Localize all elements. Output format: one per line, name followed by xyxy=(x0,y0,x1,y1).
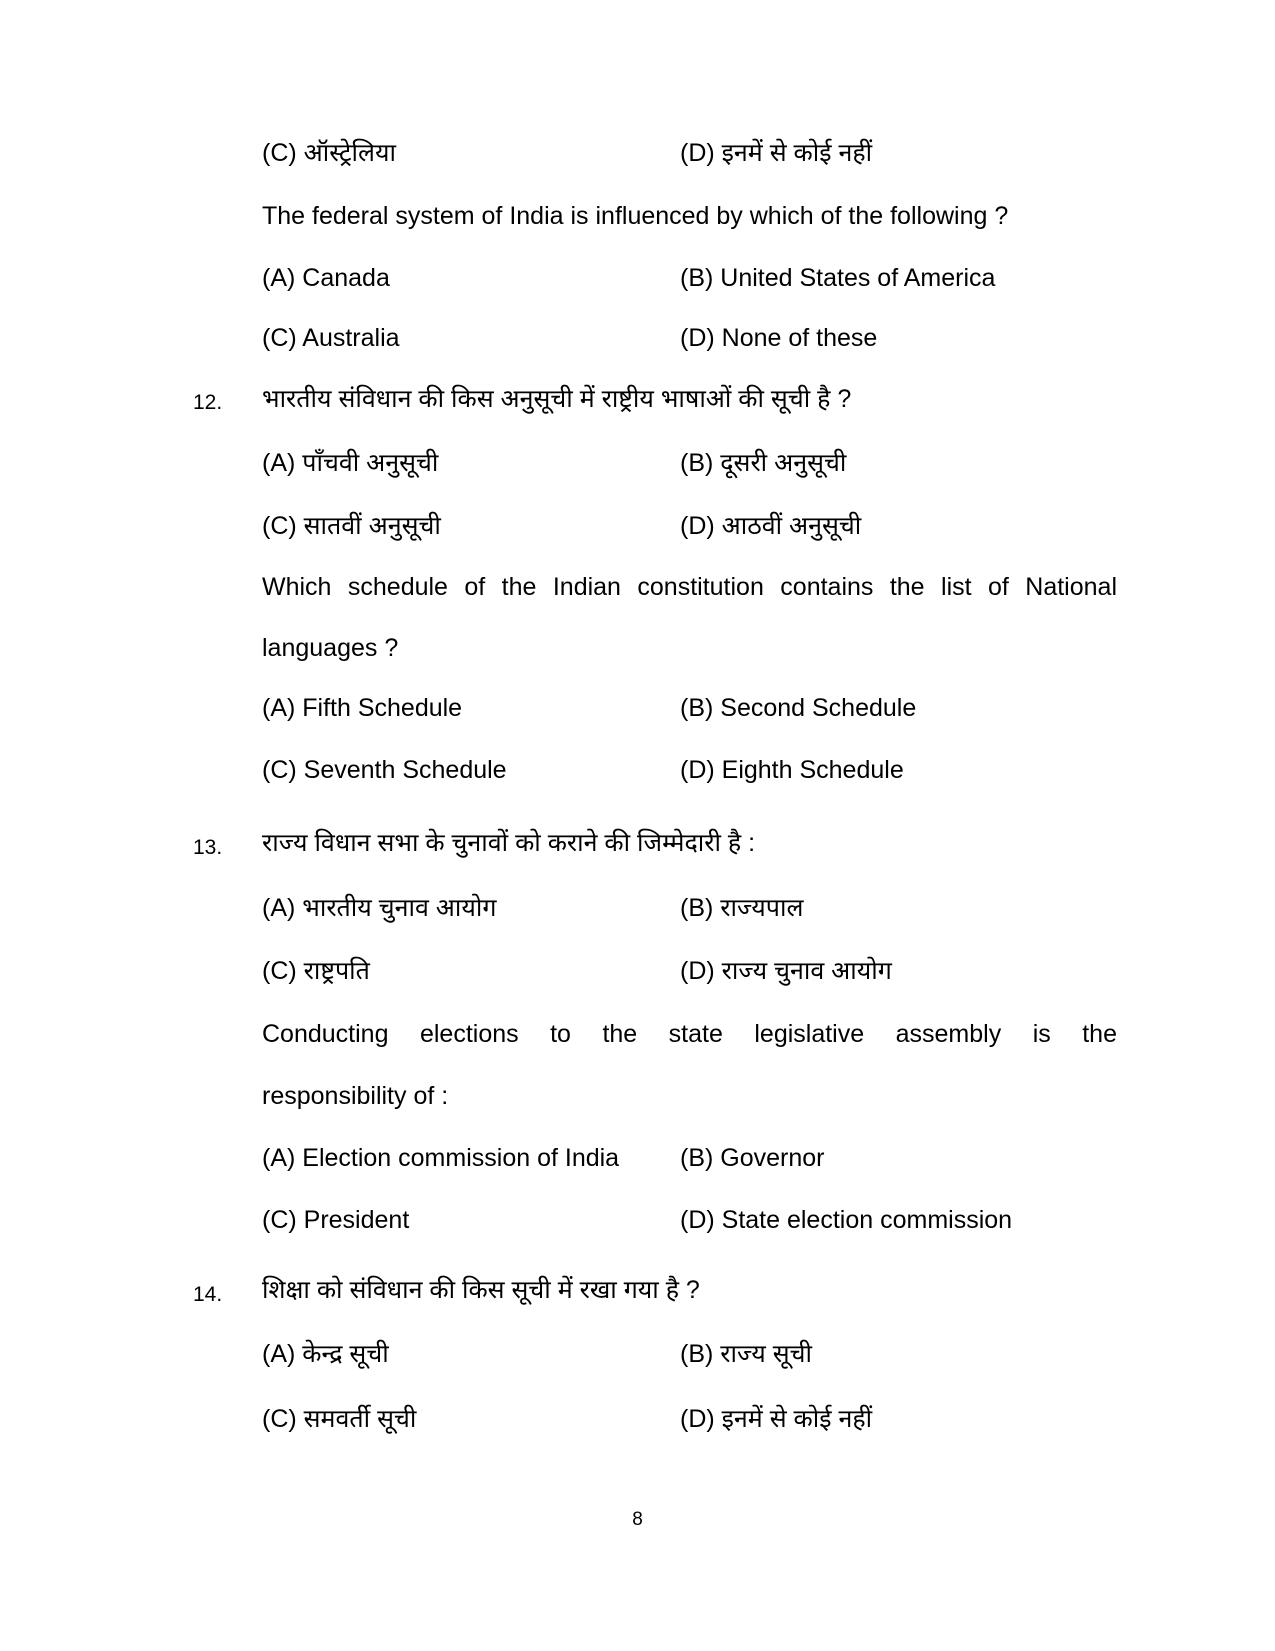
q13-number: 13. xyxy=(193,836,223,859)
q13-hi-option-d: (D) राज्य चुनाव आयोग xyxy=(680,957,892,985)
q14-hi-option-a: (A) केन्द्र सूची xyxy=(262,1340,389,1368)
q11-en-question: The federal system of India is influenced by which of the following ? xyxy=(262,202,1009,230)
q12-number: 12. xyxy=(193,391,223,414)
q12-hi-option-a: (A) पाँचवी अनुसूची xyxy=(262,449,439,477)
q11-hi-option-c: (C) ऑस्ट्रेलिया xyxy=(262,139,396,167)
q13-en-option-a: (A) Election commission of India xyxy=(262,1144,620,1172)
q13-hi-option-a: (A) भारतीय चुनाव आयोग xyxy=(262,894,497,922)
q12-hi-option-b: (B) दूसरी अनुसूची xyxy=(680,449,847,477)
q13-hi-option-c: (C) राष्ट्रपति xyxy=(262,957,370,985)
q11-hi-option-d: (D) इनमें से कोई नहीं xyxy=(680,139,873,167)
q13-en-option-d: (D) State election commission xyxy=(680,1206,1013,1234)
q12-en-question-line1: Which schedule of the Indian constitution contains the list of National xyxy=(262,573,1117,601)
q14-hi-option-b: (B) राज्य सूची xyxy=(680,1340,812,1368)
q12-en-option-a: (A) Fifth Schedule xyxy=(262,694,463,722)
q11-en-option-a: (A) Canada xyxy=(262,264,390,292)
q13-en-option-b: (B) Governor xyxy=(680,1144,825,1172)
q14-hi-option-c: (C) समवर्ती सूची xyxy=(262,1405,417,1433)
q11-en-option-d: (D) None of these xyxy=(680,324,878,352)
q12-hi-option-d: (D) आठवीं अनुसूची xyxy=(680,512,862,540)
q14-hi-option-d: (D) इनमें से कोई नहीं xyxy=(680,1405,873,1433)
q12-hi-question: भारतीय संविधान की किस अनुसूची में राष्ट्रीय भाषाओं की सूची है ? xyxy=(262,385,852,413)
q14-number: 14. xyxy=(193,1283,223,1306)
q13-en-question-line2: responsibility of : xyxy=(262,1082,449,1110)
q12-en-question-line2: languages ? xyxy=(262,634,399,662)
q14-hi-question: शिक्षा को संविधान की किस सूची में रखा गया है ? xyxy=(262,1276,700,1304)
q13-en-option-c: (C) President xyxy=(262,1206,410,1234)
q11-en-option-b: (B) United States of America xyxy=(680,264,996,292)
page-number: 8 xyxy=(632,1509,643,1530)
q12-hi-option-c: (C) सातवीं अनुसूची xyxy=(262,512,441,540)
q11-en-option-c: (C) Australia xyxy=(262,324,400,352)
q12-en-option-d: (D) Eighth Schedule xyxy=(680,756,904,784)
q12-en-option-b: (B) Second Schedule xyxy=(680,694,917,722)
q13-hi-option-b: (B) राज्यपाल xyxy=(680,894,804,922)
q13-en-question-line1: Conducting elections to the state legislative assembly is the xyxy=(262,1020,1117,1048)
q13-hi-question: राज्य विधान सभा के चुनावों को कराने की जिम्मेदारी है : xyxy=(262,829,756,857)
q12-en-option-c: (C) Seventh Schedule xyxy=(262,756,507,784)
